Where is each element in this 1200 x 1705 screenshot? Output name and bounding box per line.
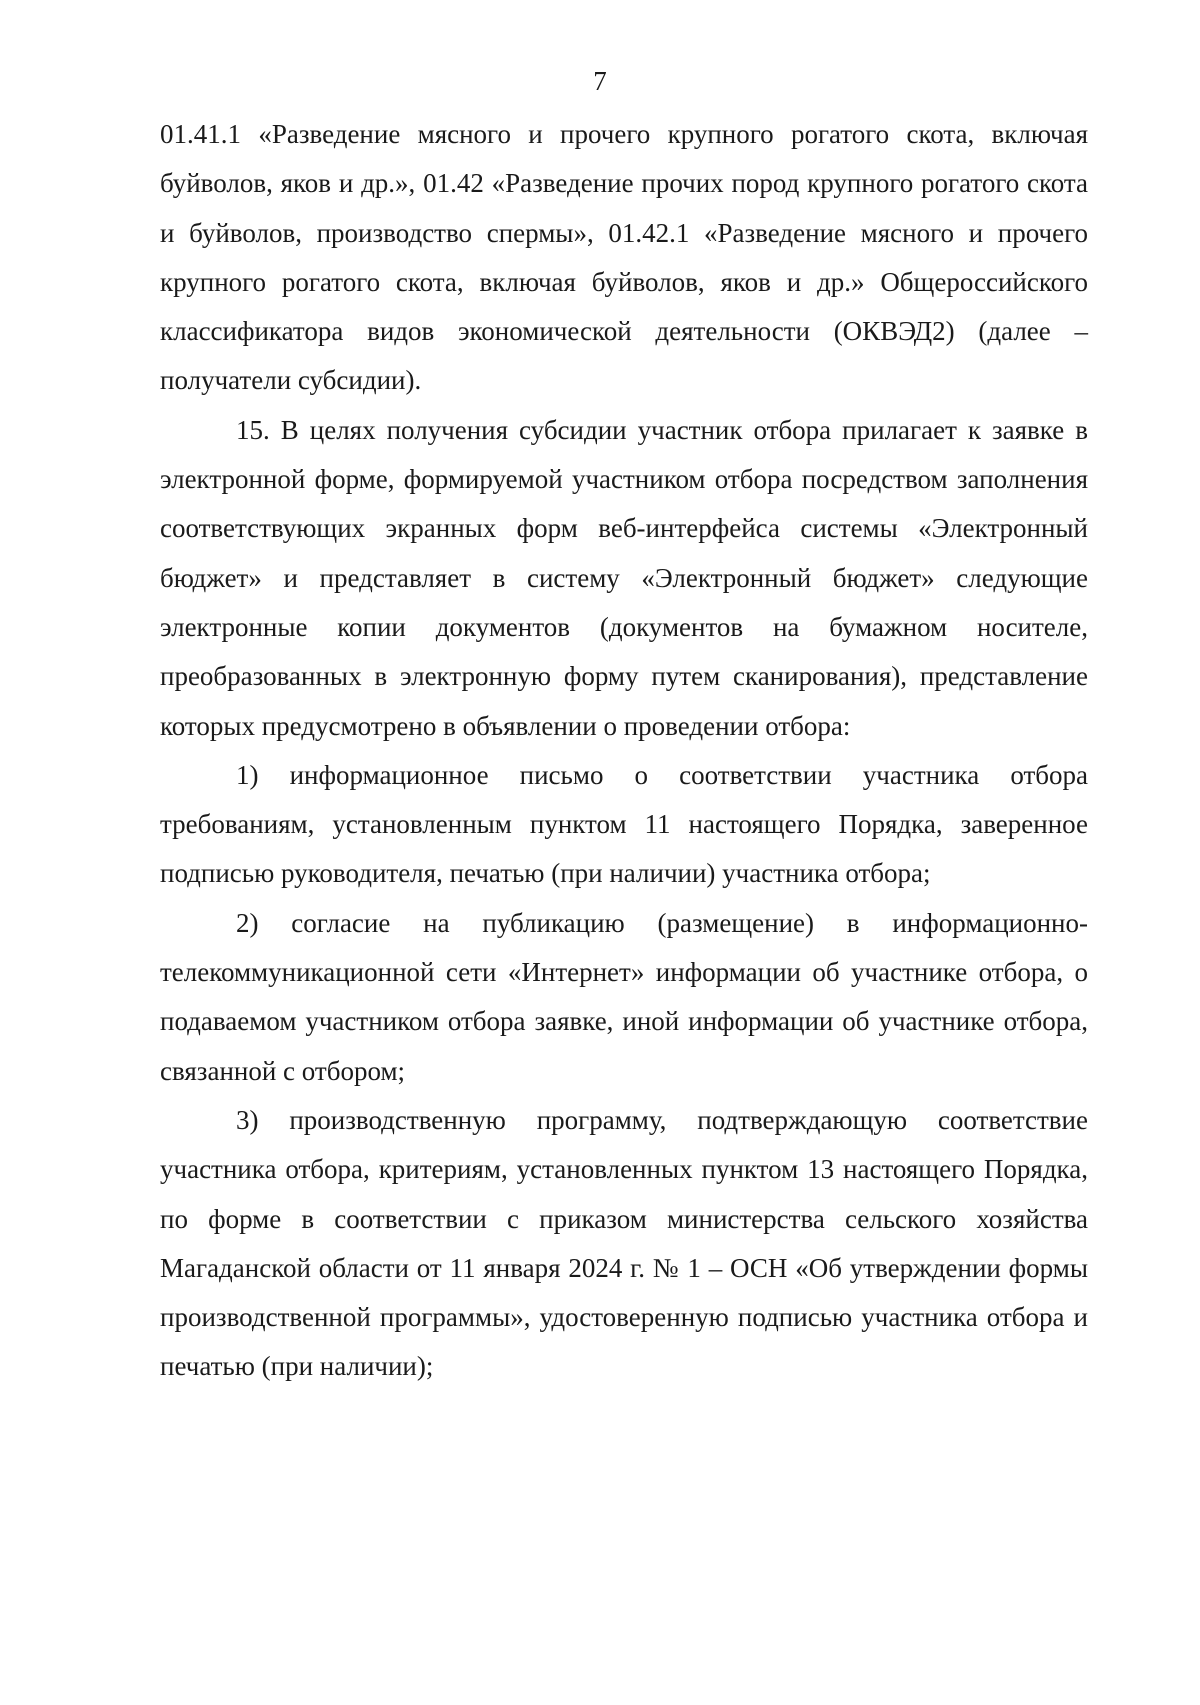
- list-item-2: 2) согласие на публикацию (размещение) в информационно-телекоммуникационной сети «Интернет» информации об участнике отбора, о подаваемом участником отбора заявке, иной информации об участнике отбора, связанной с отбором;: [160, 907, 1088, 1086]
- document-body: [160, 110, 1088, 1392]
- page-number: 7: [593, 66, 607, 96]
- list-item-3: 3) производственную программу, подтверждающую соответствие участника отбора, критериям, установленных пунктом 13 настоящего Порядка, по форме в соответствии с приказом министерства сельского хозяйства Магаданской области от 11 января 2024 г. № 1 – ОСН «Об утверждении формы производственной программы», удостоверенную подписью участника отбора и печатью (при наличии);: [160, 1104, 1088, 1382]
- paragraph-okved-continuation: 01.41.1 «Разведение мясного и прочего крупного рогатого скота, включая буйволов, яков и др.», 01.42 «Разведение прочих пород крупного рогатого скота и буйволов, производство спермы», 01.42.1 «Разведение мясного и прочего крупного рогатого скота, включая буйволов, яков и др.» Общероссийского классификатора видов экономической деятельности (ОКВЭД2) (далее – получатели субсидии).: [160, 119, 1088, 396]
- paragraph-15: 15. В целях получения субсидии участник отбора прилагает к заявке в электронной форме, формируемой участником отбора посредством заполнения соответствующих экранных форм веб-интерфейса системы «Электронный бюджет» и представляет в систему «Электронный бюджет» следующие электронные копии документов (документов на бумажном носителе, преобразованных в электронную форму путем сканирования), представление которых предусмотрено в объявлении о проведении отбора:: [160, 414, 1088, 741]
- list-item-1: 1) информационное письмо о соответствии участника отбора требованиям, установленным пунктом 11 настоящего Порядка, заверенное подписью руководителя, печатью (при наличии) участника отбора;: [160, 759, 1088, 889]
